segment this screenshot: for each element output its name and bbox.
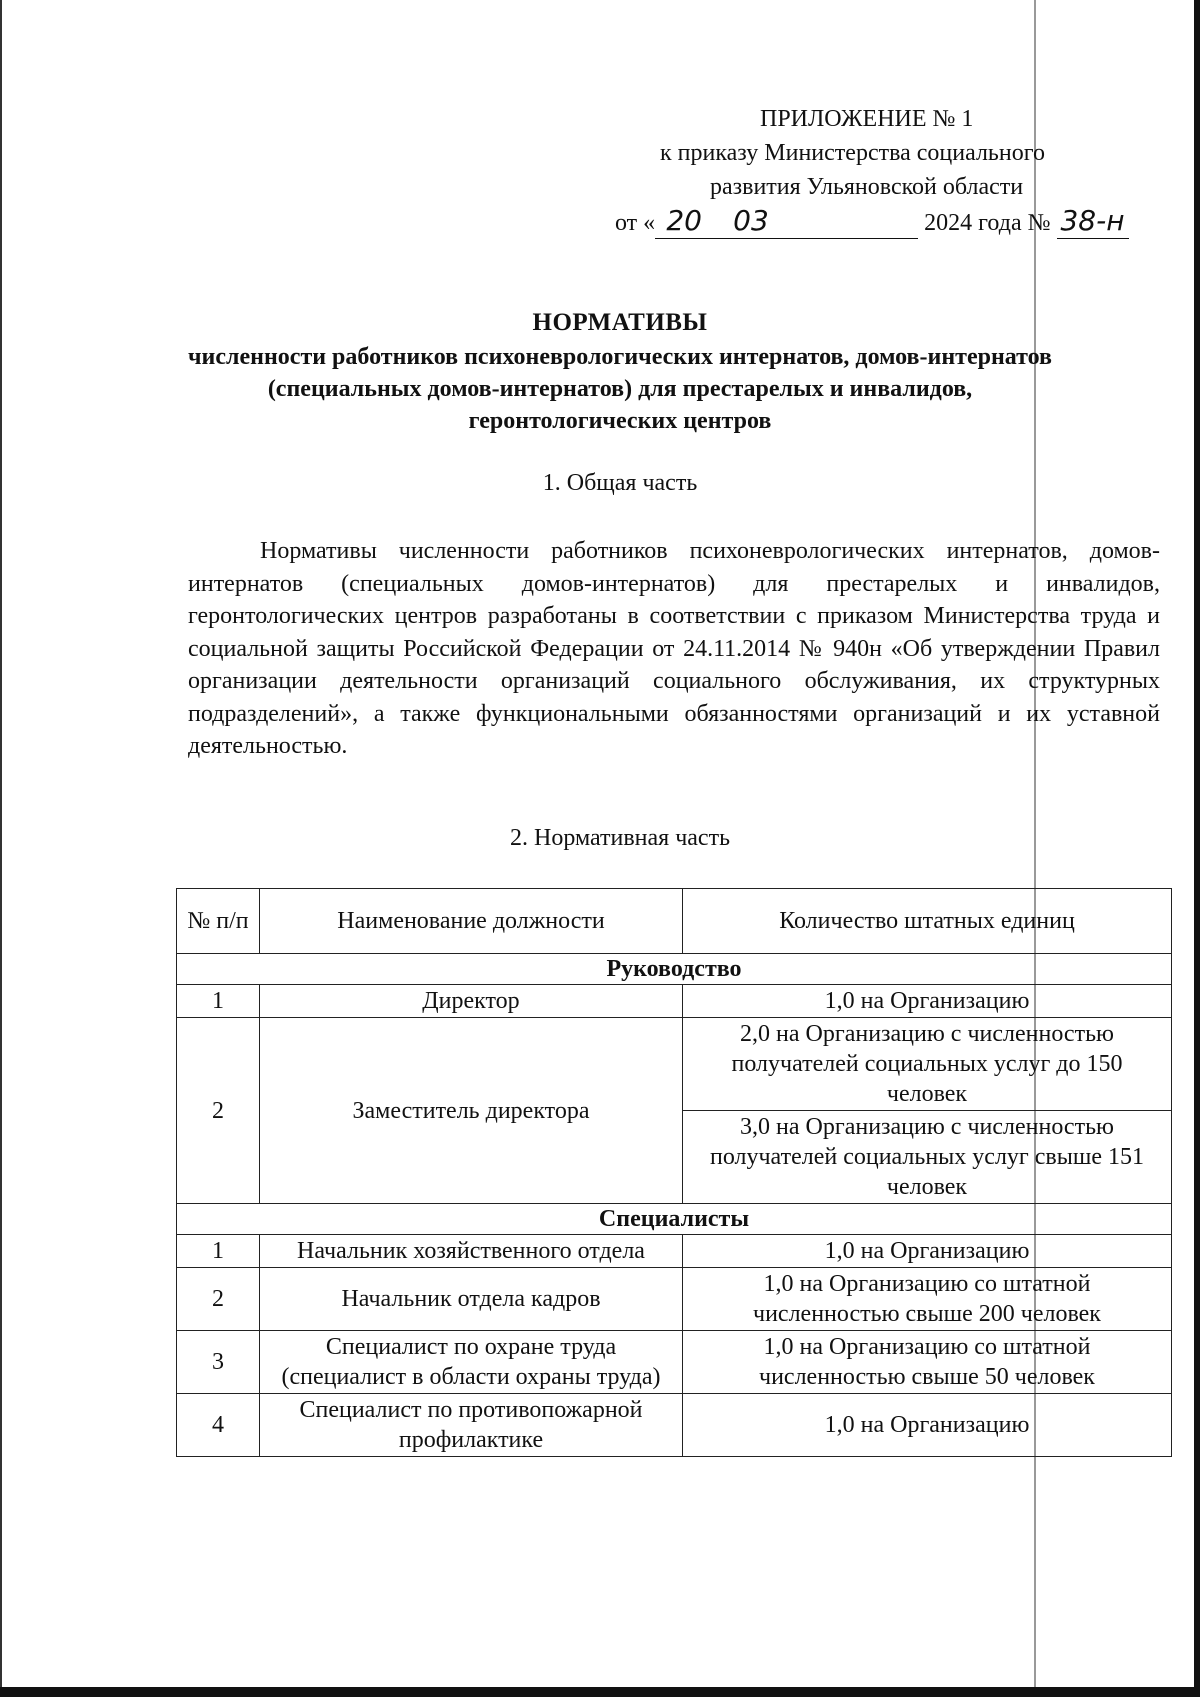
scan-edge-left xyxy=(0,0,2,1697)
title-main: НОРМАТИВЫ xyxy=(532,309,708,336)
appendix-title: ПРИЛОЖЕНИЕ № 1 xyxy=(760,106,974,132)
header-qty: Количество штатных единиц xyxy=(683,889,1172,954)
table-row xyxy=(177,985,1172,1018)
date-prefix: от « xyxy=(615,210,656,236)
table-header-row xyxy=(177,889,1172,954)
table-row xyxy=(177,1018,1172,1111)
handwritten-day: 20 xyxy=(655,204,713,239)
row-num: 1 xyxy=(177,985,260,1018)
row-qty: 1,0 на Организацию xyxy=(683,1394,1172,1457)
row-num: 2 xyxy=(177,1018,260,1204)
group-row-management xyxy=(177,954,1172,985)
row-qty: 2,0 на Организацию с численностью получателей социальных услуг до 150 человек xyxy=(683,1018,1172,1111)
staffing-table xyxy=(176,888,1172,1457)
row-qty: 1,0 на Организацию xyxy=(683,985,1172,1018)
row-position: Специалист по противопожарной профилактике xyxy=(260,1394,683,1457)
row-num: 1 xyxy=(177,1235,260,1268)
table-row xyxy=(177,1394,1172,1457)
intro-paragraph xyxy=(188,535,1160,763)
row-num: 4 xyxy=(177,1394,260,1457)
scan-edge-right xyxy=(1194,0,1200,1697)
row-num: 3 xyxy=(177,1331,260,1394)
section-1-heading: 1. Общая часть xyxy=(542,470,698,496)
row-qty: 1,0 на Организацию со штатной численностью свыше 200 человек xyxy=(683,1268,1172,1331)
group-title: Руководство xyxy=(177,954,1172,985)
document-title xyxy=(180,305,1060,437)
table-row xyxy=(177,1331,1172,1394)
table-row xyxy=(177,1268,1172,1331)
intro-paragraph-text: Нормативы численности работников психоневрологических интернатов, домов-интернатов (специальных домов-интернатов) для престарелых и инвалидов, геронтологических центров разработаны в соответствии с приказом Министерства труда и социальной защиты Российской Федерации от 24.11.2014 № 940н «Об утверждении Правил организации деятельности организаций социального обслуживания, их структурных подразделений», а также функциональными обязанностями организаций и их уставной деятельностью. xyxy=(188,538,1160,759)
appendix-order-ref: к приказу Министерства социального xyxy=(660,140,1045,166)
row-position: Заместитель директора xyxy=(260,1018,683,1204)
row-position: Начальник отдела кадров xyxy=(260,1268,683,1331)
group-title: Специалисты xyxy=(177,1204,1172,1235)
group-row-specialists xyxy=(177,1204,1172,1235)
table-row xyxy=(177,1235,1172,1268)
section-2-heading: 2. Нормативная часть xyxy=(509,825,731,851)
header-num: № п/п xyxy=(177,889,260,954)
handwritten-order-number: 38-н xyxy=(1057,204,1129,239)
row-num: 2 xyxy=(177,1268,260,1331)
handwritten-month: 03 xyxy=(713,204,918,239)
header-name: Наименование должности xyxy=(260,889,683,954)
row-qty: 1,0 на Организацию со штатной численностью свыше 50 человек xyxy=(683,1331,1172,1394)
row-position: Начальник хозяйственного отдела xyxy=(260,1235,683,1268)
row-qty: 1,0 на Организацию xyxy=(683,1235,1172,1268)
row-position: Специалист по охране труда (специалист в области охраны труда) xyxy=(260,1331,683,1394)
row-qty: 3,0 на Организацию с численностью получателей социальных услуг свыше 151 человек xyxy=(683,1111,1172,1204)
row-position: Директор xyxy=(260,985,683,1018)
appendix-block xyxy=(600,102,1160,240)
appendix-ministry: развития Ульяновской области xyxy=(710,174,1024,200)
date-year: 2024 года № xyxy=(924,210,1051,236)
scan-edge-bottom xyxy=(0,1687,1200,1697)
title-subtitle: численности работников психоневрологических интернатов, домов-интернатов (специальных домов-интернатов) для престарелых и инвалидов, геронтологических центров xyxy=(188,344,1052,434)
appendix-date-line xyxy=(600,204,1160,240)
